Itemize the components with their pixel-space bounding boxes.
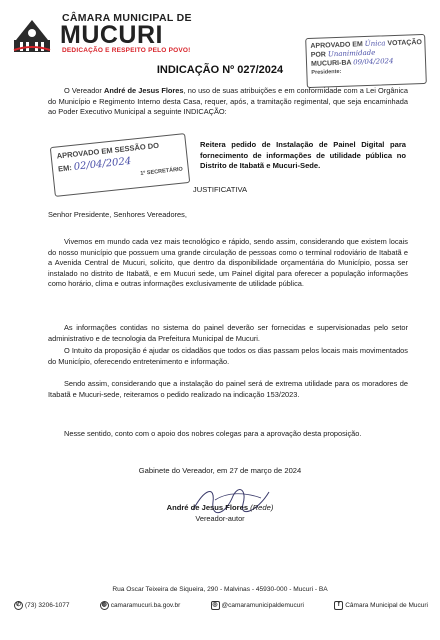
building-logo-icon: [12, 14, 52, 54]
org-name-main: MUCURI: [60, 21, 163, 49]
greeting: Senhor Presidente, Senhores Vereadores,: [48, 210, 187, 219]
author-name: André de Jesus Flores: [104, 86, 184, 95]
body-paragraph: Vivemos em mundo cada vez mais tecnológico e rápido, sendo assim, considerando que existem locais do nosso município que possuem uma grande circulação de pessoas como o terminal rodoviário de Itabatã e a Avenida Central de Mucuri, solicito, que dentro da disponibilidade orçamentária do Município, possa ser instalado no distrito de Itabatã, e em Mucuri sede, um Painel digital para oferecer a população informações como horário, clima e outras informações exclusivamente de utilidade pública.: [48, 237, 408, 288]
body-paragraph: O Intuito da proposição é ajudar os cidadãos que todos os dias passam pelos locais mais movimentados do Município, oferecendo entretenimento e informação.: [48, 346, 408, 366]
signature-name: André de Jesus Flores (Rede): [166, 503, 274, 512]
web-icon: ◍: [101, 601, 107, 608]
phone-icon: ✆: [15, 601, 22, 608]
org-name-top: CÂMARA MUNICIPAL DE: [62, 12, 192, 24]
approval-stamp-top: APROVADO EM Única VOTAÇÃO POR Unanimidade MUCURI-BA 09/04/2024 Presidente:: [305, 34, 427, 88]
document-title: INDICAÇÃO Nº 027/2024: [156, 64, 284, 76]
intro-paragraph: O Vereador André de Jesus Flores, no uso de suas atribuições e em conformidade com a Lei Orgânica do Município e Regimento Interno desta Casa, requer, após, a tramitação regimental, que seja encaminhada ao Poder Executivo Municipal a seguinte INDICAÇÃO:: [48, 86, 408, 116]
date-line: Gabinete do Vereador, em 27 de março de 2024: [138, 466, 302, 475]
signature-scribble: [185, 482, 275, 518]
footer-address: Rua Oscar Teixeira de Siqueira, 290 - Malvinas - 45930-000 - Mucuri - BA: [112, 586, 328, 593]
body-paragraph: As informações contidas no sistema do painel deverão ser fornecidas e supervisionadas pelo setor administrativo e de tecnologia da Prefeitura Municipal de Mucuri.: [48, 323, 408, 343]
footer-contacts: [14, 598, 428, 612]
footer-instagram[interactable]: ◎ @camaramunicipaldemucuri: [212, 601, 304, 609]
body-paragraph: Sendo assim, considerando que a instalação do painel será de extrema utilidade para os moradores de Itabatã e Mucuri-sede, reiteramos o pedido realizado na indicação 153/2023.: [48, 379, 408, 399]
indication-subject: Reitera pedido de Instalação de Painel Digital para fornecimento de informações de utilidade pública no Distrito de Itabatã e Mucuri-Sede.: [200, 140, 406, 170]
footer-facebook[interactable]: f Câmara Municipal de Mucuri: [334, 601, 428, 610]
footer-phone[interactable]: ✆ (73) 3206-1077: [15, 601, 70, 609]
facebook-icon: f: [334, 601, 343, 610]
justification-heading: JUSTIFICATIVA: [192, 185, 248, 194]
approval-stamp-session: APROVADO EM SESSÃO DO EM: 02/04/2024 1º SECRETÁRIO: [50, 133, 190, 197]
body-paragraph: Nesse sentido, conto com o apoio dos nobres colegas para a aprovação desta proposição.: [64, 429, 362, 438]
footer-website[interactable]: ◍ camaramucuri.ba.gov.br: [101, 601, 181, 609]
signature-role: Vereador-autor: [195, 514, 245, 523]
instagram-icon: ◎: [212, 601, 218, 608]
org-slogan: DEDICAÇÃO E RESPEITO PELO POVO!: [62, 47, 191, 54]
